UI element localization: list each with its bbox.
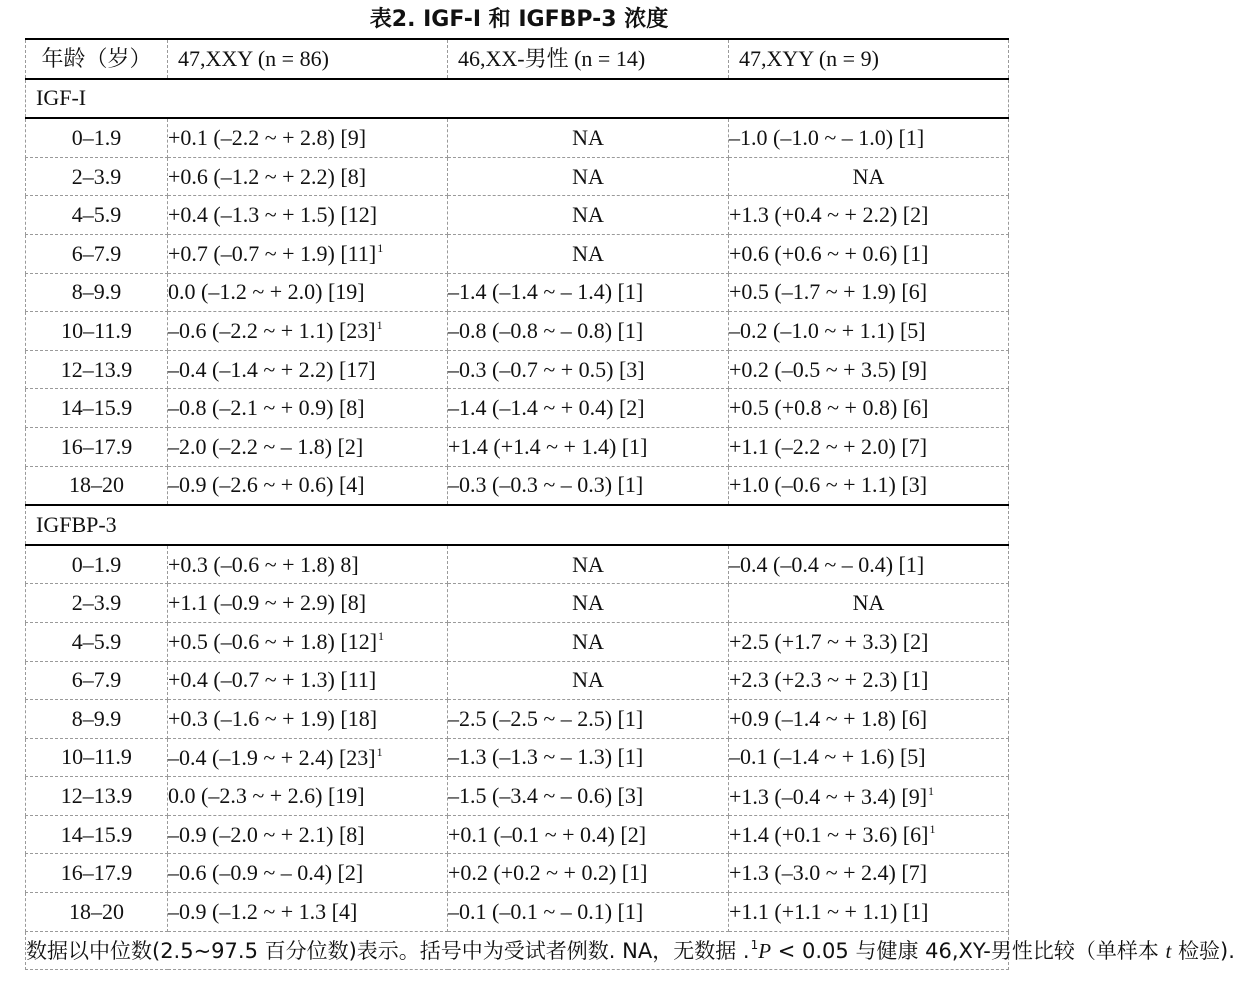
age-cell: 4–5.9 [26,622,168,661]
value-text: 0.0 (–1.2 ~ + 2.0) [19] [168,279,365,305]
significance-superscript: 1 [928,783,935,798]
significance-superscript: 1 [378,629,385,644]
value-text: +1.3 (+0.4 ~ + 2.2) [2] [729,202,929,228]
value-cell-c1 [168,545,448,584]
value-cell-c1 [168,893,448,932]
age-cell: 16–17.9 [26,854,168,893]
value-cell-c2 [448,273,729,312]
value-text: –2.5 (–2.5 ~ – 2.5) [1] [448,705,644,731]
header-47xxy: 47,XXY (n = 86) [168,39,448,79]
footnote [26,931,1235,970]
table-row [26,815,1009,854]
value-text: +1.3 (–0.4 ~ + 3.4) [9] [729,783,928,809]
age-cell: 0–1.9 [26,545,168,584]
value-text: NA [572,202,604,228]
value-cell-c2 [448,815,729,854]
age-cell: 8–9.9 [26,273,168,312]
value-cell-c3 [729,466,1009,505]
value-cell-c3 [729,777,1009,816]
value-cell-c1 [168,661,448,700]
table-row [26,622,1009,661]
value-text: NA [572,628,604,654]
table-row [26,545,1009,584]
footnote-text-2: < 0.05 与健康 46,XY-男性比较（单样本 [771,938,1166,963]
value-cell-c2 [448,234,729,273]
table-row [26,661,1009,700]
header-46xx-male: 46,XX-男性 (n = 14) [448,39,729,79]
value-cell-c1 [168,157,448,196]
section-row [26,79,1009,119]
value-cell-c1 [168,854,448,893]
value-cell-c2 [448,312,729,351]
age-cell: 14–15.9 [26,389,168,428]
value-cell-c2 [448,350,729,389]
value-text: –0.1 (–0.1 ~ – 0.1) [1] [448,898,644,924]
value-text: –2.0 (–2.2 ~ – 1.8) [2] [168,433,364,459]
table-row [26,427,1009,466]
value-cell-c2 [448,893,729,932]
value-cell-c2 [448,427,729,466]
value-text: –0.3 (–0.7 ~ + 0.5) [3] [448,356,645,382]
value-text: NA [572,240,604,266]
section-label: IGF-I [26,79,1009,119]
value-cell-c3 [729,389,1009,428]
value-text: +0.5 (–1.7 ~ + 1.9) [6] [729,279,928,305]
footnote-row [26,931,1009,970]
age-cell: 2–3.9 [26,157,168,196]
value-text: –0.9 (–1.2 ~ + 1.3 [4] [168,898,358,924]
value-text: +0.3 (–1.6 ~ + 1.9) [18] [168,705,378,731]
value-cell-c3 [729,350,1009,389]
table-row [26,273,1009,312]
age-cell: 0–1.9 [26,118,168,157]
value-text: +1.1 (–0.9 ~ + 2.9) [8] [168,590,367,616]
value-cell-c1 [168,738,448,777]
value-text: +0.6 (+0.6 ~ + 0.6) [1] [729,240,929,266]
value-cell-c3 [729,854,1009,893]
value-text: NA [572,551,604,577]
value-cell-c3 [729,584,1009,623]
value-cell-c2 [448,545,729,584]
significance-superscript: 1 [377,241,384,256]
age-cell: 10–11.9 [26,312,168,351]
table-row [26,350,1009,389]
footnote-t-symbol: t [1165,938,1172,963]
significance-superscript: 1 [929,822,936,837]
value-text: +0.9 (–1.4 ~ + 1.8) [6] [729,705,928,731]
value-text: +0.6 (–1.2 ~ + 2.2) [8] [168,163,367,189]
value-text: –0.9 (–2.6 ~ + 0.6) [4] [168,472,365,498]
value-text: +1.0 (–0.6 ~ + 1.1) [3] [729,472,928,498]
value-cell-c2 [448,118,729,157]
table-row [26,157,1009,196]
age-cell: 6–7.9 [26,234,168,273]
age-cell: 12–13.9 [26,350,168,389]
age-cell: 2–3.9 [26,584,168,623]
table-row [26,738,1009,777]
value-cell-c2 [448,777,729,816]
value-cell-c1 [168,234,448,273]
table-row [26,893,1009,932]
table-body [26,79,1009,932]
value-text: +0.5 (–0.6 ~ + 1.8) [12] [168,629,378,655]
value-text: +1.1 (+1.1 ~ + 1.1) [1] [729,898,929,924]
value-text: +2.3 (+2.3 ~ + 2.3) [1] [729,667,929,693]
significance-superscript: 1 [376,318,383,333]
value-text: +2.5 (+1.7 ~ + 3.3) [2] [729,628,929,654]
value-text: NA [572,590,604,616]
table-row [26,389,1009,428]
value-cell-c2 [448,196,729,235]
value-text: +0.4 (–0.7 ~ + 1.3) [11] [168,667,377,693]
value-cell-c3 [729,273,1009,312]
footnote-p-symbol: P [758,938,772,963]
value-text: +1.3 (–3.0 ~ + 2.4) [7] [729,860,928,886]
value-cell-c3 [729,700,1009,739]
age-cell: 18–20 [26,893,168,932]
value-cell-c3 [729,622,1009,661]
value-cell-c3 [729,234,1009,273]
value-cell-c1 [168,584,448,623]
value-text: –0.4 (–1.4 ~ + 2.2) [17] [168,356,376,382]
table-row [26,118,1009,157]
header-age: 年龄（岁） [26,39,168,79]
value-cell-c3 [729,893,1009,932]
value-text: NA [852,163,885,189]
section-label: IGFBP-3 [26,505,1009,545]
value-cell-c2 [448,157,729,196]
age-cell: 18–20 [26,466,168,505]
value-text: –1.3 (–1.3 ~ – 1.3) [1] [448,744,644,770]
value-text: –1.5 (–3.4 ~ – 0.6) [3] [448,783,644,809]
value-text: –0.4 (–0.4 ~ – 0.4) [1] [729,551,925,577]
value-text: –0.6 (–0.9 ~ – 0.4) [2] [168,860,364,886]
value-cell-c1 [168,700,448,739]
value-text: –0.9 (–2.0 ~ + 2.1) [8] [168,821,365,847]
value-text: –0.3 (–0.3 ~ – 0.3) [1] [448,472,644,498]
age-cell: 6–7.9 [26,661,168,700]
value-text: NA [572,667,604,693]
value-cell-c3 [729,427,1009,466]
value-text: –0.4 (–1.9 ~ + 2.4) [23] [168,744,376,770]
value-cell-c1 [168,622,448,661]
value-text: +0.4 (–1.3 ~ + 1.5) [12] [168,202,378,228]
value-cell-c1 [168,389,448,428]
value-text: –0.1 (–1.4 ~ + 1.6) [5] [729,744,926,770]
value-text: +1.4 (+1.4 ~ + 1.4) [1] [448,433,648,459]
value-cell-c2 [448,466,729,505]
value-cell-c2 [448,700,729,739]
footnote-superscript: 1 [750,937,759,952]
value-text: +0.7 (–0.7 ~ + 1.9) [11] [168,241,377,267]
value-cell-c1 [168,118,448,157]
value-cell-c1 [168,466,448,505]
significance-superscript: 1 [376,744,383,759]
value-cell-c1 [168,273,448,312]
table-row [26,312,1009,351]
value-cell-c2 [448,389,729,428]
value-cell-c2 [448,661,729,700]
value-text: +0.2 (–0.5 ~ + 3.5) [9] [729,356,928,382]
age-cell: 12–13.9 [26,777,168,816]
value-text: –1.4 (–1.4 ~ + 0.4) [2] [448,395,645,421]
table-row [26,466,1009,505]
section-row [26,505,1009,545]
value-text: –0.2 (–1.0 ~ + 1.1) [5] [729,317,926,343]
value-text: –1.4 (–1.4 ~ – 1.4) [1] [448,279,644,305]
footnote-text-3: 检验). [1171,938,1235,963]
value-cell-c2 [448,854,729,893]
value-cell-c3 [729,196,1009,235]
header-47xyy: 47,XYY (n = 9) [729,39,1009,79]
value-cell-c2 [448,584,729,623]
value-text: +0.5 (+0.8 ~ + 0.8) [6] [729,395,929,421]
value-cell-c1 [168,427,448,466]
value-cell-c3 [729,157,1009,196]
age-cell: 14–15.9 [26,815,168,854]
value-text: NA [572,124,604,150]
value-text: –0.6 (–2.2 ~ + 1.1) [23] [168,318,376,344]
value-cell-c3 [729,738,1009,777]
value-text: +0.1 (–2.2 ~ + 2.8) [9] [168,124,367,150]
value-text: +0.1 (–0.1 ~ + 0.4) [2] [448,821,647,847]
value-text: –1.0 (–1.0 ~ – 1.0) [1] [729,124,925,150]
value-text: 0.0 (–2.3 ~ + 2.6) [19] [168,783,365,809]
value-text: NA [852,590,885,616]
value-cell-c1 [168,196,448,235]
value-cell-c1 [168,312,448,351]
table-row [26,700,1009,739]
value-text: –0.8 (–2.1 ~ + 0.9) [8] [168,395,365,421]
table-row [26,196,1009,235]
value-cell-c3 [729,545,1009,584]
value-text: +1.4 (+0.1 ~ + 3.6) [6] [729,822,929,848]
table-row [26,854,1009,893]
value-cell-c1 [168,777,448,816]
table-row [26,584,1009,623]
age-cell: 8–9.9 [26,700,168,739]
header-row [26,39,1009,79]
value-cell-c1 [168,815,448,854]
table-title: 表2. IGF-I 和 IGFBP-3 浓度 [369,7,669,32]
age-cell: 16–17.9 [26,427,168,466]
value-text: +0.2 (+0.2 ~ + 0.2) [1] [448,860,648,886]
age-cell: 10–11.9 [26,738,168,777]
value-cell-c3 [729,118,1009,157]
value-cell-c3 [729,312,1009,351]
table-row [26,234,1009,273]
age-cell: 4–5.9 [26,196,168,235]
value-text: +1.1 (–2.2 ~ + 2.0) [7] [729,433,928,459]
value-cell-c3 [729,815,1009,854]
footnote-text-1: 数据以中位数(2.5~97.5 百分位数)表示。括号中为受试者例数. NA，无数据 . [26,938,750,963]
value-text: NA [572,163,604,189]
value-cell-c3 [729,661,1009,700]
value-cell-c1 [168,350,448,389]
data-table [25,38,1235,970]
value-cell-c2 [448,738,729,777]
value-text: +0.3 (–0.6 ~ + 1.8) 8] [168,551,359,577]
value-text: –0.8 (–0.8 ~ – 0.8) [1] [448,317,644,343]
value-cell-c2 [448,622,729,661]
table-row [26,777,1009,816]
